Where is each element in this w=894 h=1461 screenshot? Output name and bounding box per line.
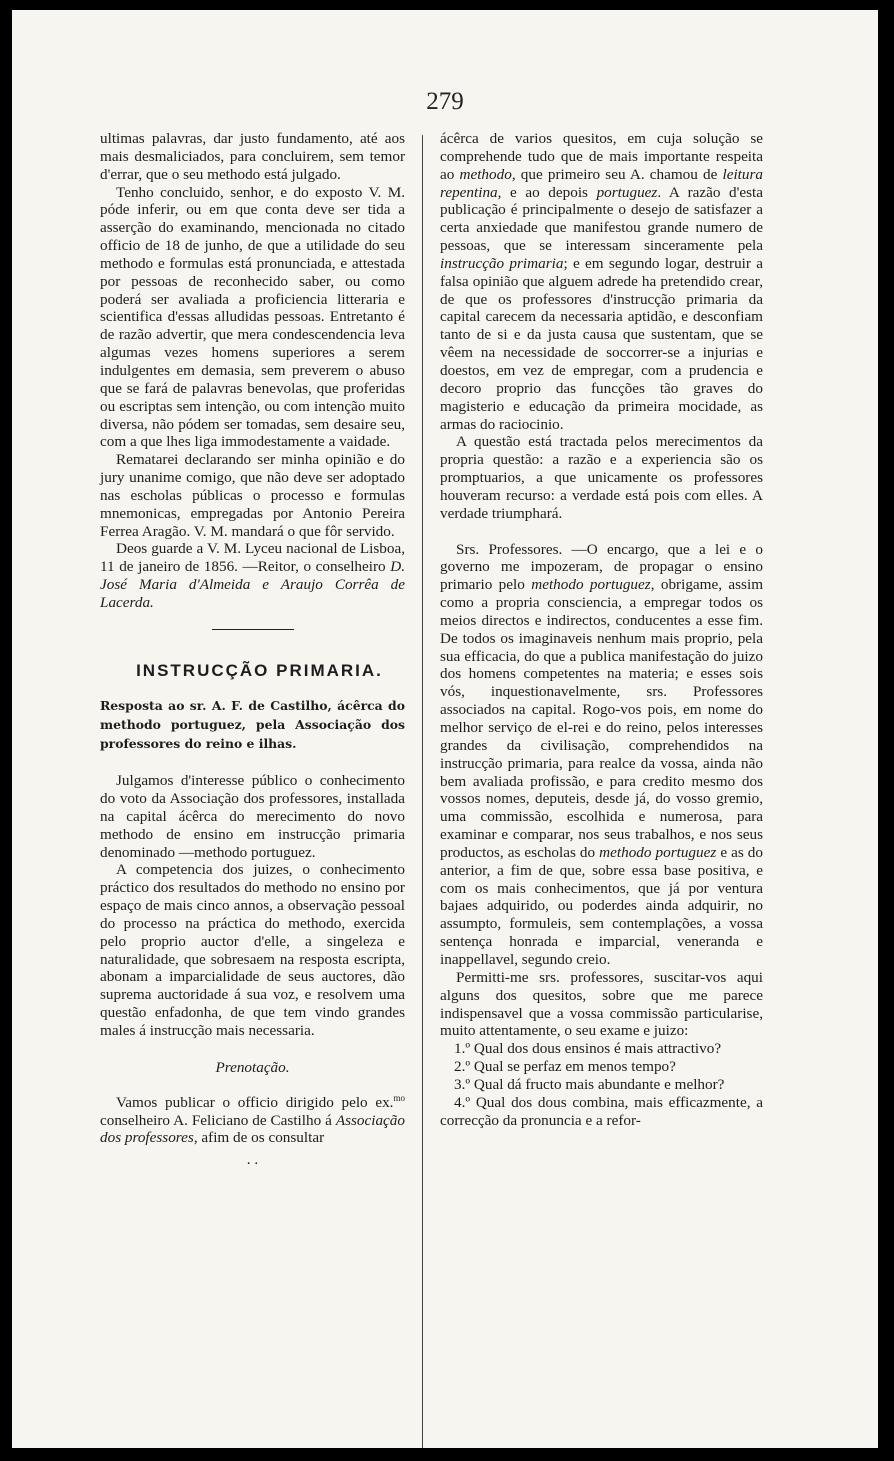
text-run: , e ao depois [497,183,597,201]
italic-run: leitura repentina [440,165,763,201]
italic-run: instrucção primaria [440,254,564,272]
paragraph: Rematarei declarando ser minha opinião e do jury unanime comigo, que não deve ser adoptado nas escholas públicas o processo e formulas mnemonicas, empregadas por Antonio Pereira Ferrea Aragão. V. M. mandará o que fôr servido. [100,451,405,540]
page-scan [12,10,878,1448]
text-run: , que primeiro seu A. chamou de [511,165,723,183]
text-run: Srs. Professores. —O encargo, que a lei e o governo me impozeram, de propagar o ensino primario pelo [440,540,763,594]
paragraph: A questão está tractada pelos merecimentos da propria questão: a razão e a experiencia são os promptuarios, a que unicamente os professores houveram recurso: a verdade está pois com elles. A verdade triumphará. [440,433,763,522]
text-run: ; e em segundo logar, destruir a falsa opinião que alguem adrede ha pretendido crear, de que os professores d'instrucção primaria da capital carecem da necessaria aptidão, e desconfiam tanto de si e da justa causa que sustentam, que se vêem na necessidade de soccorrer-se a injurias e doestos, em vez de empregar, com a prudencia e decoro proprio das funcções tão graves do magisterio e educação da primeira mocidade, as armas do raciocinio. [440,254,763,433]
italic-run: portuguez [596,183,658,201]
left-column [100,130,405,1169]
text-run: , afim de os consultar [193,1129,325,1147]
text-run: e as do anterior, a fim de que, sobre essa base positiva, e com os mais conhecimentos, que já por ventura bajaes adquirido, ou poderdes ainda adquirir, no assumpto, formuleis, sem contemplações, a vossa sentença honrada e imparcial, veneranda e inappellavel, segundo creio. [440,843,763,968]
signature-paragraph [100,540,405,611]
column-separator [422,135,423,1448]
italic-run: methodo portuguez [531,576,651,594]
signatory-name: D. José Maria d'Almeida e Araujo Corrêa de Lacerda. [100,558,406,611]
continuation-dots: . . [246,1151,259,1169]
question-item: 3.º Qual dá fructo mais abundante e melhor? [454,1075,725,1093]
question-item: 1.º Qual dos dous ensinos é mais attractivo? [454,1040,722,1058]
paragraph: ultimas palavras, dar justo fundamento, até aos mais desmaliciados, para concluirem, sem temor d'errar, que o seu methodo está julgado. [100,130,405,183]
paragraph: A competencia dos juizes, o conhecimento práctico dos resultados do methodo no ensino por espaço de mais cinco annos, a observação pessoal do processo na práctica do methodo, exercida pelo proprio auctor d'elle, a singeleza e naturalidade, que sobresaem na resposta escripta, abonam a imparcialidade de seus auctores, dão suprema auctoridade á sua voz, e resolvem uma questão enfadonha, de que tem vindo grandes males á instrucção mais necessaria. [100,861,405,1039]
text-run: , obrigame, assim como a propria consciencia, a empregar todos os meios directos e indirectos, conducentes a esse fim. De todos os imaginaveis nenhum mais proprio, pela sua efficacia, do que a publica manifestação do juizo dos homens competentes na materia; e esses sois vós, inquestionavelmente, srs. Professores associados na capital. Rogo-vos pois, em nome do melhor serviço de el-rei e do reino, pelos interesses grandes da civilisação, comprehendidos na instrucção primaria, para realce da vossa, ainda não bem avaliada profissão, e para credito mesmo dos vossos nomes, deputeis, desde já, do vosso gremio, uma commissão, escolhida e numerosa, para examinar e comparar, nos seus trabalhos, e nos seus productos, as escholas do [440,576,764,861]
article-subheading: Resposta ao sr. A. F. de Castilho, ácêrca do methodo portuguez, pela Associação dos professores do reino e ilhas. [100,698,405,752]
right-column [440,130,763,1129]
paragraph [100,1090,405,1148]
paragraph: Tenho concluido, senhor, e do exposto V. M. póde inferir, ou em que conta deve ser tida a asserção do examinando, mencionada no citado officio de 18 de junho, de que a utilidade do seu methodo e formulas está pronunciada, e attestada por pessoas de reconhecido saber, ou como poderá ser avaliada a proficiencia litteraria e scientifica d'essas alludidas pessoas. Entretanto é de razão advertir, que mera condescendencia leva algumas vezes homens superiores a serem indulgentes em demasia, sem preverem o abuso que se fará de palavras benevolas, que proferidas ou escriptas sem intenção, ou com intenção muito diversa, não pódem ser tomadas, sem desaire seu, com a que lhes liga immodestamente a vaidade. [100,183,405,451]
text-run: . A razão d'esta publicação é principalmente o desejo de satisfazer a certa anxiedade que manifestou grande numero de pessoas, que se interessam sinceramente pela [440,183,763,255]
paragraph: Julgamos d'interesse público o conhecimento do voto da Associação dos professores, installada na capital ácêrca do merecimento do novo methodo de ensino em instrucção primaria denominado —methodo portuguez. [100,772,405,861]
superscript: mo [393,1092,405,1103]
page-number: 279 [426,88,464,115]
paragraph: Permitti-me srs. professores, suscitar-vos aqui alguns dos quesitos, sobre que me parece indispensavel que a vossa commissão particularise, muito attentamente, o seu exame e juizo: [440,968,763,1040]
italic-run: methodo [459,165,512,183]
section-divider [212,629,294,631]
paragraph [440,541,763,969]
prenotacao-heading: Prenotação. [215,1058,290,1076]
question-item: 4.º Qual dos dous combina, mais efficazmente, a correcção da pronuncia e a refor- [440,1093,763,1129]
section-title: INSTRUCÇÃO PRIMARIA. [136,661,383,681]
paragraph [440,130,763,433]
italic-run: methodo portuguez [599,843,717,861]
closing-text: Deos guarde a V. M. Lyceu nacional de Lisboa, 11 de janeiro de 1856. —Reitor, o conselheiro [100,540,405,576]
question-list [440,1040,763,1129]
text-run: conselheiro A. Feliciano de Castilho á [100,1111,336,1129]
question-item: 2.º Qual se perfaz em menos tempo? [454,1058,676,1076]
italic-run: Associação dos professores [100,1111,405,1147]
text-run: ácêrca de varios quesitos, em cuja solução se comprehende tudo que de mais importante respeita ao [440,130,763,183]
text-run: Vamos publicar o officio dirigido pelo ex. [116,1093,394,1111]
paragraph-gap [440,523,763,541]
